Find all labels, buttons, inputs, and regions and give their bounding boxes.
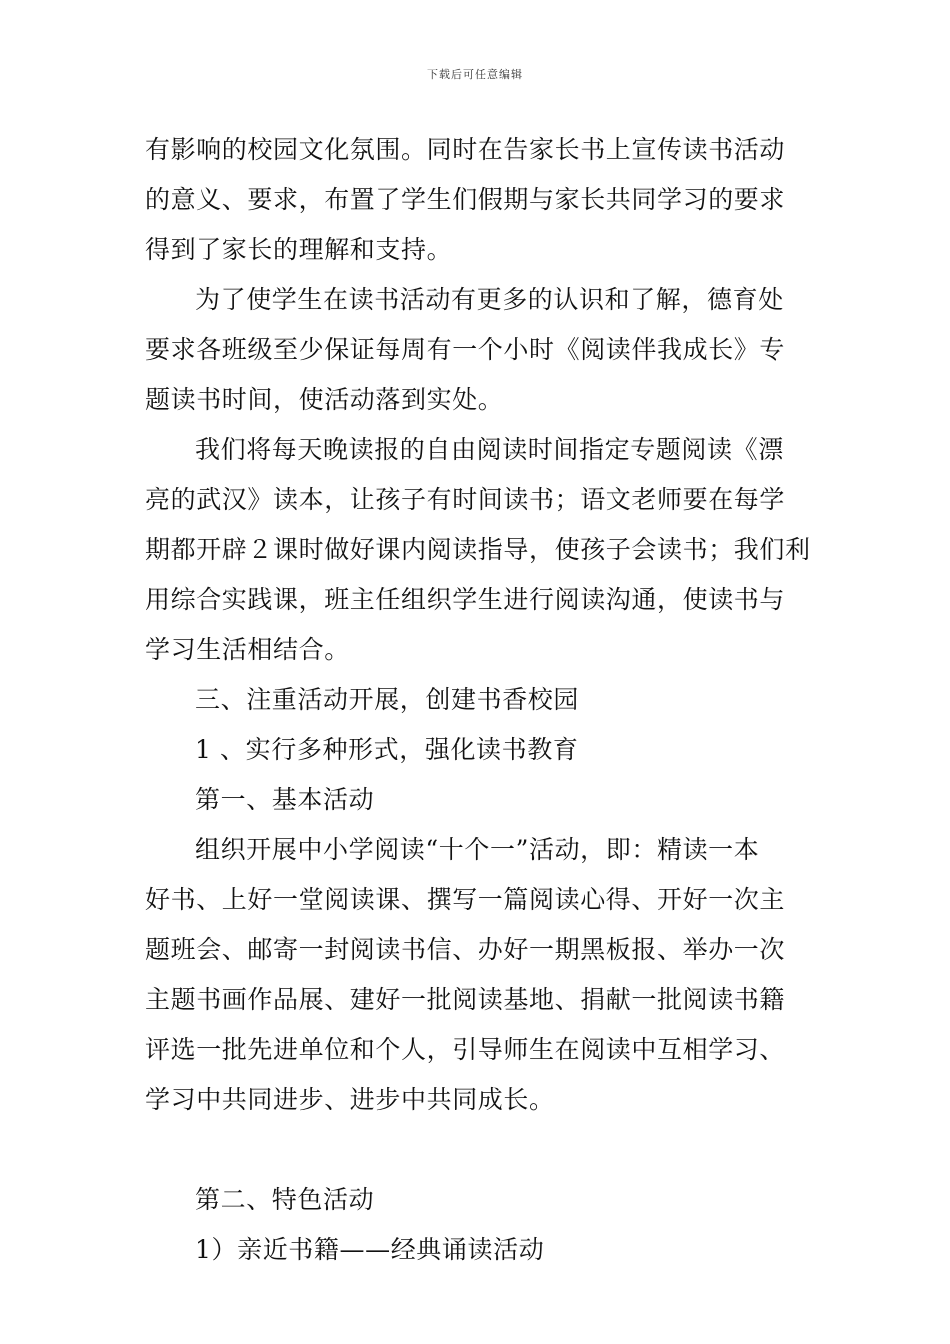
list-item: 1）亲近书籍——经典诵读活动 [195, 1235, 545, 1264]
paragraph-start: 为了使学生在读书活动有更多的认识和了解，德育处 [195, 285, 784, 314]
text-line: 用综合实践课，班主任组织学生进行阅读沟通，使读书与 [145, 585, 786, 614]
section-heading: 三、注重活动开展，创建书香校园 [195, 685, 580, 714]
paragraph-gap [145, 1125, 810, 1175]
text-line: 要求各班级至少保证每周有一个小时《阅读伴我成长》专 [145, 335, 786, 364]
text-line: 得到了家长的理解和支持。 [145, 235, 453, 264]
text-line: 期都开辟２课时做好课内阅读指导，使孩子会读书；我们利 [145, 535, 811, 564]
paragraph-start: 组织开展中小学阅读“十个一”活动，即：精读一本 [195, 835, 760, 864]
subsection-heading: 第一、基本活动 [195, 785, 375, 814]
paragraph-start: 我们将每天晚读报的自由阅读时间指定专题阅读《漂 [195, 435, 784, 464]
text-line: 的意义、要求，布置了学生们假期与家长共同学习的要求 [145, 185, 786, 214]
text-line: 主题书画作品展、建好一批阅读基地、捐献一批阅读书籍 [145, 985, 786, 1014]
text-line: 学习中共同进步、进步中共同成长。 [145, 1085, 555, 1114]
text-line: 学习生活相结合。 [145, 635, 350, 664]
document-body [145, 125, 810, 1275]
text-line: 好书、上好一堂阅读课、撰写一篇阅读心得、开好一次主 [145, 885, 786, 914]
text-line: 题读书时间，使活动落到实处。 [145, 385, 504, 414]
subsection-heading: 1 、实行多种形式，强化读书教育 [195, 735, 579, 764]
text-line: 题班会、邮寄一封阅读书信、办好一期黑板报、举办一次 [145, 935, 786, 964]
header-note: 下载后可任意编辑 [427, 68, 523, 81]
text-line: 评选一批先进单位和个人，引导师生在阅读中互相学习、 [145, 1035, 786, 1064]
text-line: 有影响的校园文化氛围。同时在告家长书上宣传读书活动 [145, 135, 786, 164]
text-line: 亮的武汉》读本，让孩子有时间读书；语文老师要在每学 [145, 485, 786, 514]
subsection-heading: 第二、特色活动 [195, 1185, 375, 1214]
